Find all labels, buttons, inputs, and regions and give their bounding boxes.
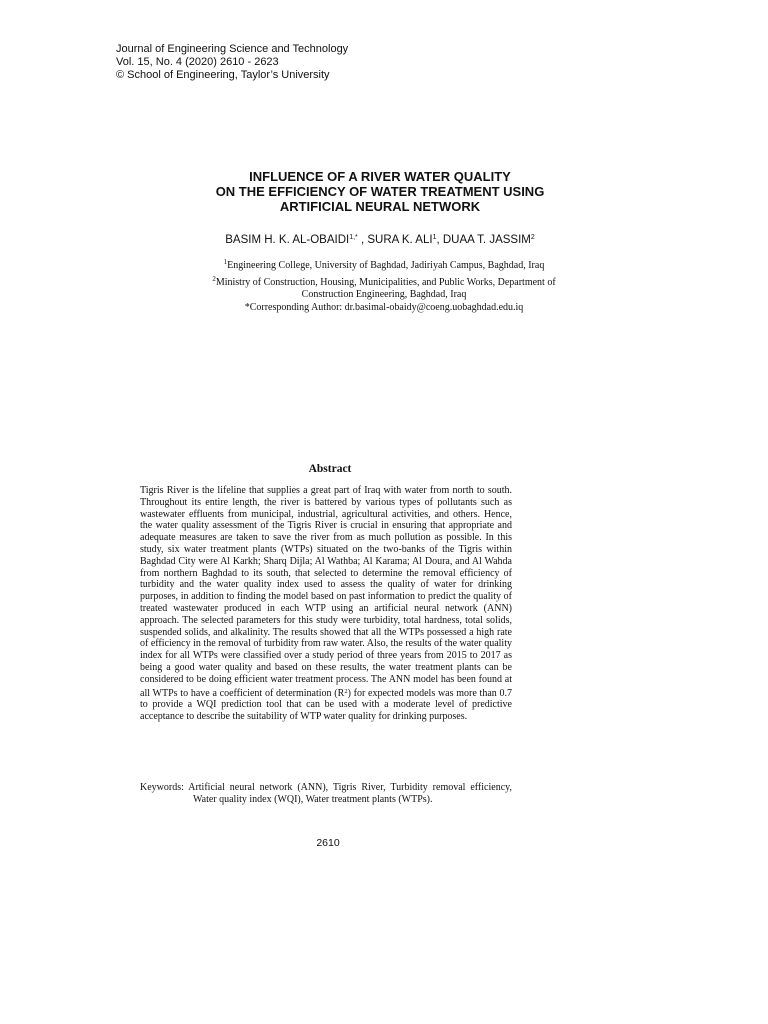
author-3: DUAA T. JASSIM xyxy=(442,234,531,246)
abstract-heading: Abstract xyxy=(308,463,352,475)
page-number: 2610 xyxy=(316,837,340,849)
title-line-1: INFLUENCE OF A RIVER WATER QUALITY xyxy=(249,169,511,184)
author-1: BASIM H. K. AL-OBAIDI xyxy=(225,234,350,246)
abstract-text xyxy=(140,485,512,723)
abstract-text-part-1: Tigris River is the lifeline that supplies a great part of Iraq with water from north to south. Throughout its entire length, the river is battered by various types of pollutants such as wastewater effluents from municipal, industrial, agricultural activities, and others. Hence, the water quality assessment of the Tigris River is crucial in ensuring that appropriate and adequate measures are taken to save the river from as much pollution as possible. In this study, six water treatment plants (WTPs) situated on the two-banks of the Tigris within Baghdad City were Al Karkh; Sharq Dijla; Al Wathba; Al Karama; Al Doura, and Al Wahda from northern Baghdad to its south, that selected to determine the removal efficiency of turbidity and the water quality index used to assess the quality of water for drinking purposes, in addition to finding the model based on past information to predict the quality of treated wastewater produced in each WTP using an artificial neural network (ANN) approach. The selected parameters for this study were turbidity, total hardness, total solids, suspended solids, and alkalinity. The results showed that all the WTPs possessed a high rate of efficiency in the removal of turbidity from raw water. Also, the results of the water quality index for all WTPs were classified over a study period of three years from 2015 to 2017 as being a good water quality and based on these results, the water treatment plants can be considered to be doing efficient water treatment process. The ANN model has been found at all WTPs to have a coefficient of determination (R xyxy=(140,485,512,699)
corresponding-author: *Corresponding Author: dr.basimal-obaidy@coeng.uobaghdad.edu.iq xyxy=(244,301,524,313)
author-separator: , xyxy=(357,234,368,246)
affiliation-2-continued: Construction Engineering, Baghdad, Iraq xyxy=(301,289,467,300)
author-2-affiliation-mark: 1 xyxy=(432,234,437,241)
author-separator: , xyxy=(436,234,443,246)
abstract-text-part-2: ) for expected models was more than 0.7 to provide a WQI prediction tool that can be used with a moderate level of predictive acceptance to describe the suitability of WTP water quality for drinking purposes. xyxy=(140,687,513,723)
journal-name: Journal of Engineering Science and Technology xyxy=(116,43,349,55)
affiliation-1-text: Engineering College, University of Baghdad, Jadiriyah Campus, Baghdad, Iraq xyxy=(227,260,545,271)
author-3-affiliation-mark: 2 xyxy=(530,234,535,241)
author-list xyxy=(120,234,640,246)
author-2: SURA K. ALI xyxy=(367,234,433,246)
paper-title xyxy=(120,169,640,214)
affiliation-1-mark: 1 xyxy=(223,258,228,266)
journal-volume: Vol. 15, No. 4 (2020) 2610 - 2623 xyxy=(116,56,279,68)
author-1-affiliation-mark: 1,* xyxy=(349,234,358,241)
title-line-2: ON THE EFFICIENCY OF WATER TREATMENT USING xyxy=(215,184,545,199)
affiliation-2 xyxy=(120,273,648,290)
journal-copyright: © School of Engineering, Taylor’s University xyxy=(116,69,330,81)
affiliation-2-text: Ministry of Construction, Housing, Municipalities, and Public Works, Department of xyxy=(215,276,556,288)
title-line-3: ARTIFICIAL NEURAL NETWORK xyxy=(279,199,481,214)
affiliations xyxy=(120,256,648,314)
r-squared-superscript: 2 xyxy=(344,687,348,695)
affiliation-2-mark: 2 xyxy=(212,274,216,283)
journal-header xyxy=(116,43,348,82)
keywords: Keywords: Artificial neural network (ANN), Tigris River, Turbidity removal efficiency, Water quality index (WQI), Water treatment plants (WTPs). xyxy=(140,782,512,805)
affiliation-1 xyxy=(120,256,648,273)
